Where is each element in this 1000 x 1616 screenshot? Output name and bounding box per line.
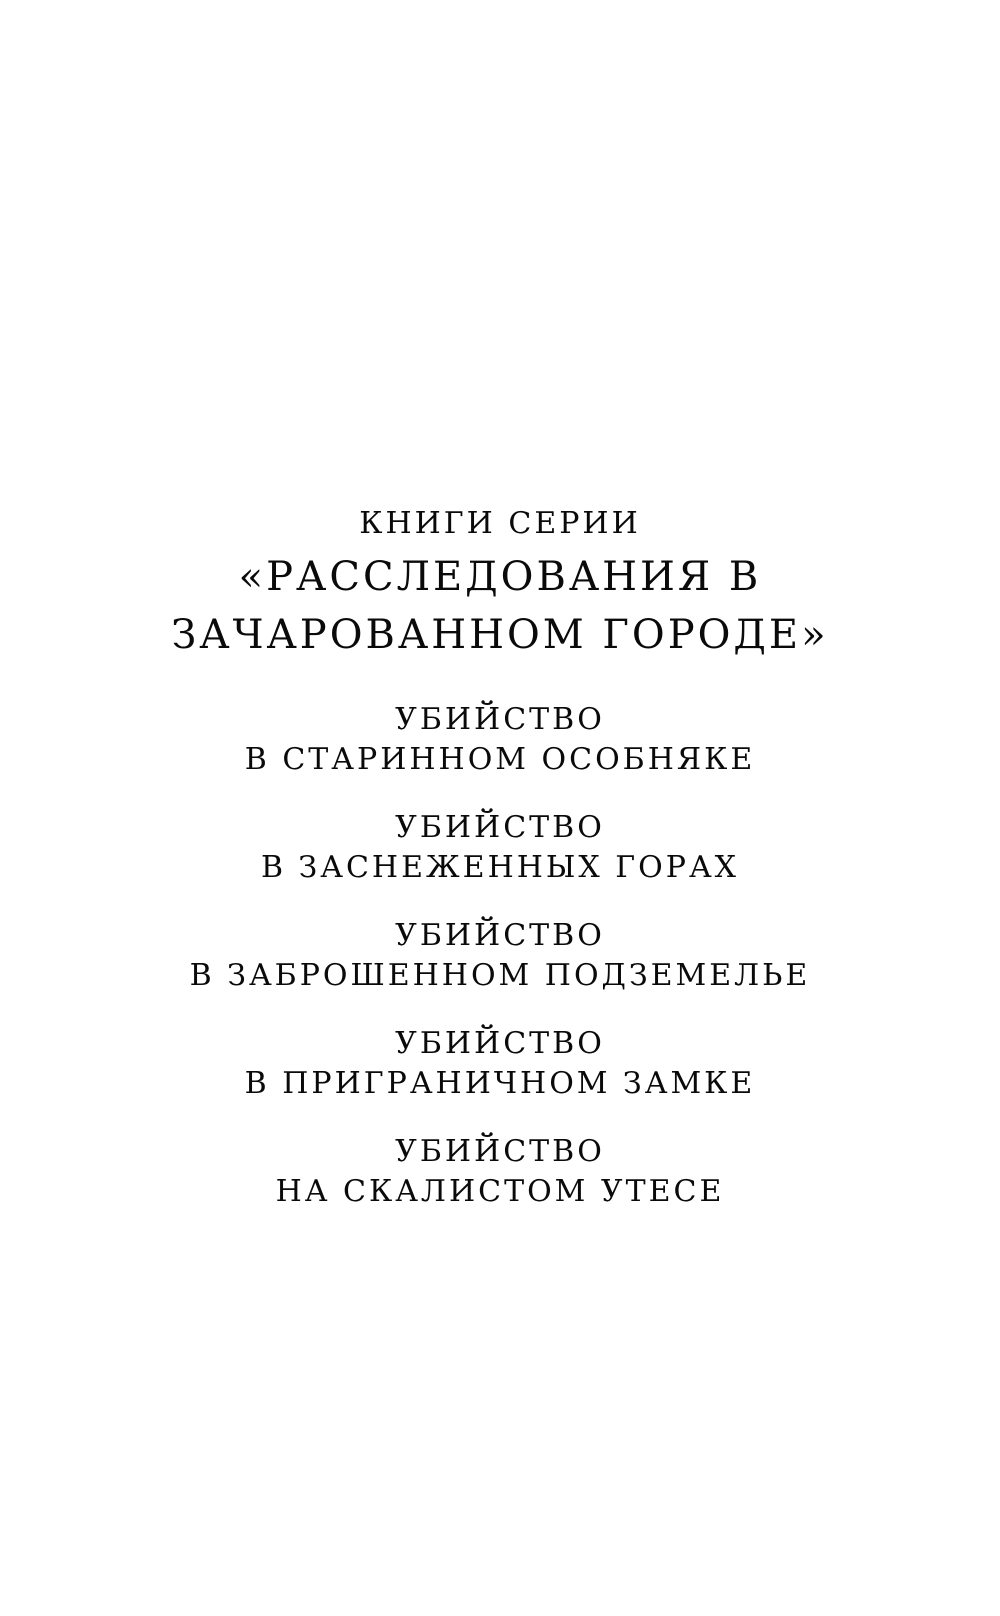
series-kicker: КНИГИ СЕРИИ [359, 506, 641, 541]
series-title [0, 548, 1000, 664]
book-title-line-2: В ПРИГРАНИЧНОМ ЗАМКЕ [244, 1066, 756, 1101]
book-list [0, 700, 1000, 1240]
book-entry [0, 1132, 1000, 1212]
book-title-line-2: НА СКАЛИСТОМ УТЕСЕ [275, 1174, 725, 1209]
book-title-line-1: УБИЙСТВО [395, 702, 605, 737]
series-title-line-1: «РАССЛЕДОВАНИЯ В [238, 554, 762, 600]
book-entry [0, 916, 1000, 996]
book-title-line-2: В ЗАБРОШЕННОМ ПОДЗЕМЕЛЬЕ [189, 958, 811, 993]
book-title-line-1: УБИЙСТВО [395, 1134, 605, 1169]
book-title-line-2: В ЗАСНЕЖЕННЫХ ГОРАХ [260, 850, 740, 885]
book-entry [0, 1024, 1000, 1104]
book-entry [0, 700, 1000, 780]
book-entry [0, 808, 1000, 888]
book-title-line-1: УБИЙСТВО [395, 1026, 605, 1061]
book-title-line-1: УБИЙСТВО [395, 918, 605, 953]
series-title-line-2: ЗАЧАРОВАННОМ ГОРОДЕ» [171, 612, 829, 658]
series-heading [0, 504, 1000, 664]
book-title-line-1: УБИЙСТВО [395, 810, 605, 845]
book-title-line-2: В СТАРИННОМ ОСОБНЯКЕ [244, 742, 756, 777]
